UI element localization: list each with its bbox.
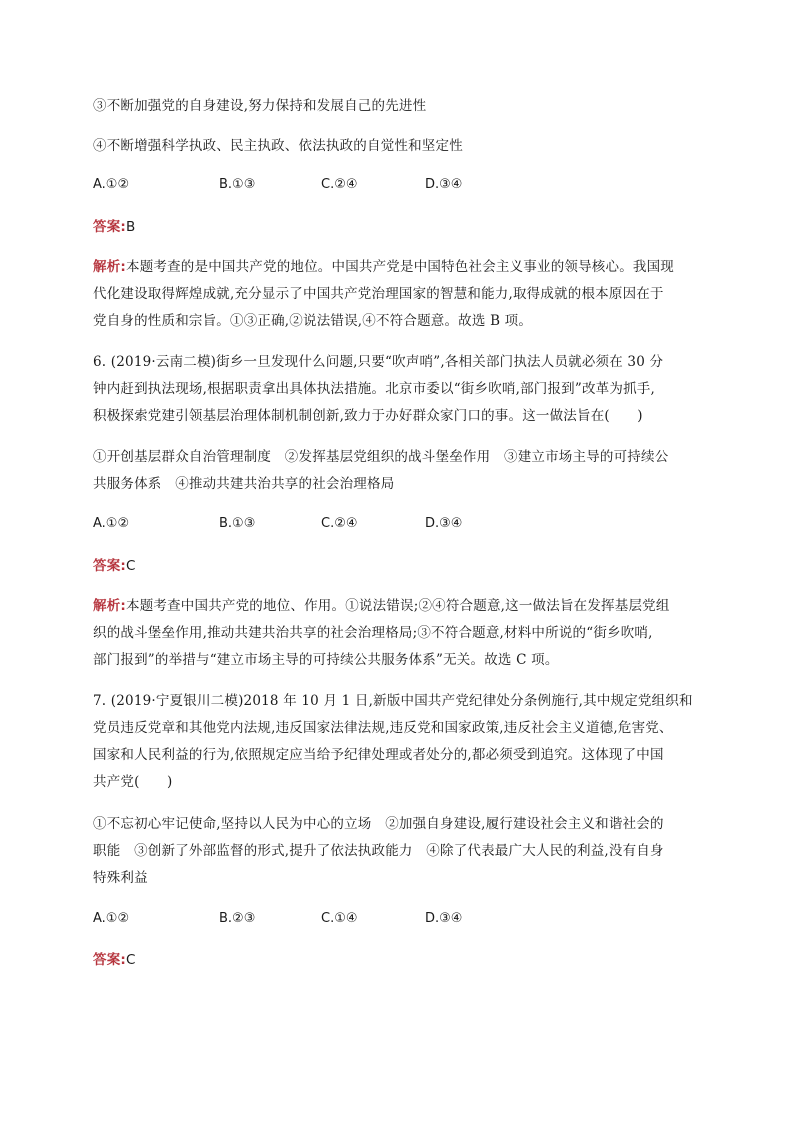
answer-label: 答案:	[93, 219, 126, 235]
q6-analysis-line-2: 织的战斗堡垒作用,推动共建共治共享的社会治理格局;③不符合题意,材料中所说的“街乡吹哨,	[93, 625, 653, 641]
q6-stem-line-1: 6. (2019·云南二模)街乡一旦发现什么问题,只要“吹声哨”,各相关部门执法人员就必须在 30 分	[93, 354, 664, 370]
q7-options-line-2: 职能 ③创新了外部监督的形式,提升了依法执政能力 ④除了代表最广大人民的利益,没有自身	[93, 843, 664, 859]
q5-analysis-line-3: 党自身的性质和宗旨。①③正确,②说法错误,④不符合题意。故选 B 项。	[93, 313, 533, 329]
q6-analysis-line-1	[93, 597, 713, 615]
q6-stem-line-2: 钟内赶到执法现场,根据职责拿出具体执法措施。北京市委以“街乡吹哨,部门报到”改革为抓手,	[93, 381, 655, 397]
q7-options-line-1: ①不忘初心牢记使命,坚持以人民为中心的立场 ②加强自身建设,履行建设社会主义和谐社会的	[93, 816, 664, 832]
q7-answer	[93, 951, 713, 969]
q5-answer	[93, 218, 713, 236]
q5-choice-d: D.③④	[425, 177, 463, 192]
q7-stem-line-3: 国家和人民利益的行为,依照规定应当给予纪律处理或者处分的,都必须受到追究。这体现了中国	[93, 747, 664, 763]
q6-options-line-2: 共服务体系 ④推动共建共治共享的社会治理格局	[93, 476, 395, 492]
q7-options-line-3: 特殊利益	[93, 870, 148, 886]
q6-choice-d: D.③④	[425, 516, 463, 531]
q6-answer	[93, 557, 713, 575]
analysis-text: 本题考查中国共产党的地位、作用。①说法错误;②④符合题意,这一做法旨在发挥基层党组	[126, 598, 670, 614]
q5-choice-c: C.②④	[321, 177, 358, 192]
q6-choice-c: C.②④	[321, 516, 358, 531]
answer-value: C	[126, 558, 136, 574]
q5-option-3: ③不断加强党的自身建设,努力保持和发展自己的先进性	[93, 98, 427, 114]
q5-option-4: ④不断增强科学执政、民主执政、依法执政的自觉性和坚定性	[93, 138, 463, 154]
q5-analysis-line-2: 代化建设取得辉煌成就,充分显示了中国共产党治理国家的智慧和能力,取得成就的根本原因在于	[93, 286, 664, 302]
analysis-label: 解析:	[93, 259, 126, 275]
q5-analysis-line-1	[93, 258, 713, 276]
q6-choice-b: B.①③	[219, 516, 256, 531]
q6-analysis-line-3: 部门报到”的举措与“建立市场主导的可持续公共服务体系”无关。故选 C 项。	[93, 652, 559, 668]
q7-stem-line-2: 党员违反党章和其他党内法规,违反国家法律法规,违反党和国家政策,违反社会主义道德,危害党、	[93, 720, 673, 736]
analysis-label: 解析:	[93, 598, 126, 614]
answer-label: 答案:	[93, 952, 126, 968]
q6-stem-line-3: 积极探索党建引领基层治理体制机制创新,致力于办好群众家门口的事。这一做法旨在( )	[93, 408, 643, 424]
q7-choice-c: C.①④	[321, 911, 358, 926]
answer-value: C	[126, 952, 136, 968]
q7-choice-b: B.②③	[219, 911, 256, 926]
q7-stem-line-4: 共产党( )	[93, 774, 173, 790]
q5-choice-a: A.①②	[93, 177, 130, 192]
q7-choice-a: A.①②	[93, 911, 130, 926]
answer-label: 答案:	[93, 558, 126, 574]
q6-options-line-1: ①开创基层群众自治管理制度 ②发挥基层党组织的战斗堡垒作用 ③建立市场主导的可持续公	[93, 449, 669, 465]
q5-choice-b: B.①③	[219, 177, 256, 192]
answer-value: B	[126, 219, 136, 235]
analysis-text: 本题考查的是中国共产党的地位。中国共产党是中国特色社会主义事业的领导核心。我国现	[126, 259, 674, 275]
q7-stem-line-1: 7. (2019·宁夏银川二模)2018 年 10 月 1 日,新版中国共产党纪律处分条例施行,其中规定党组织和	[93, 693, 693, 709]
q6-choice-a: A.①②	[93, 516, 130, 531]
q7-choice-d: D.③④	[425, 911, 463, 926]
